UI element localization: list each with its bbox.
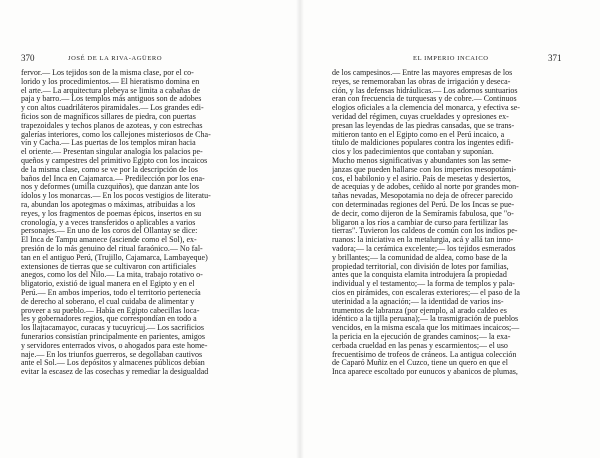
body-text xyxy=(332,69,577,377)
text-line: y brillantes;— la comunidad de aldea, como base de la xyxy=(332,253,508,262)
text-line: ante el Sol.— Los depósitos y almacenes públicos debían xyxy=(21,359,205,368)
text-line: eran con frecuencia de turquesas y de cobre.— Continuos xyxy=(332,95,517,104)
text-line: el arte.— La arquitectura plebeya se limita a cabañas de xyxy=(21,86,201,95)
text-line: vadora;— la cerámica excelente;— los tejidos esmerados xyxy=(332,244,516,253)
text-line: trumentos de labranza (por ejemplo, al arado caldeo es xyxy=(332,306,507,315)
body-text xyxy=(21,69,266,377)
text-line: reyes, y los fragmentos de poemas épicos, insertos en su xyxy=(21,209,202,218)
text-line: proveer a su pueblo.— Había en Egipto cabecillas loca- xyxy=(21,306,200,315)
text-line: presión de lo más genuino del ritual faraónico.— No fal- xyxy=(21,244,203,253)
text-line: de los campesinos.— Entre las mayores empresas de los xyxy=(332,69,513,77)
text-line: nos y deformes (umilla cuzquiños), que danzan ante los xyxy=(21,183,199,192)
text-line: Inca aparece escoltado por eunucos y abanicos de plumas, xyxy=(332,368,518,377)
text-line: queños y campestres del primitivo Egipto con los incaicos xyxy=(21,156,208,165)
text-line: y servidores enterrados vivos, o ahogados para este home- xyxy=(21,341,208,350)
text-line: el oriente.— Presentan singular analogía los palacios pe- xyxy=(21,148,203,157)
text-line: personajes.— En uno de los coros del Ollantay se dice: xyxy=(21,227,198,236)
running-title: JOSÉ DE LA RIVA-AGÜERO xyxy=(68,55,163,62)
text-line: la pericia en la ejecución de grandes caminos;— la exa- xyxy=(332,332,511,341)
text-line: de Caparó Muñiz en el Cuzco, tiene un quero en que el xyxy=(332,359,508,368)
text-line: vencidos, en la misma escala que los mitimaes incaicos;— xyxy=(332,324,520,333)
text-line: cos, el babilonio y el asirio. País de mesetas y desiertos, xyxy=(332,174,511,183)
text-line: Mucho menos significativas y abundantes son las seme- xyxy=(332,156,512,165)
text-line: propiedad territorial, con división de lotes por familias, xyxy=(332,262,509,271)
text-line: cerbada crueldad en las penas y escarmientos;— el uso xyxy=(332,341,508,350)
text-line: cios en pirámides, con escaleras exteriores;— el paso de la xyxy=(332,288,520,297)
text-line: anegos, como los del Nilo.— La mita, trabajo rotativo o- xyxy=(21,271,203,280)
text-line: mitieron tanto en el Egipto como en el Perú incaico, a xyxy=(332,130,505,139)
text-line: ficios son de magníficos sillares de piedra, con puertas xyxy=(21,112,196,121)
text-line: ídolos y los monarcas.— En los pocos vestigios de literatu- xyxy=(21,192,211,201)
text-line: funerarios consistían principalmente en parientes, amigos xyxy=(21,332,205,341)
text-line: título de maldiciones populares contra los ingentes edifi- xyxy=(332,139,514,148)
text-line: los llajtacamayoc, curacas y tucuyricuj.— Los sacrificios xyxy=(21,324,205,333)
text-line: extensiones de tierras que se cultivaron con artificiales xyxy=(21,262,196,271)
page-number: 371 xyxy=(548,53,562,63)
text-line: naje.— En los triunfos guerreros, se degollaban cautivos xyxy=(21,350,203,359)
text-line: cios y los padecimientos que contaban y suponían. xyxy=(332,148,494,157)
text-line: de la misma clase, como se ve por la descripción de los xyxy=(21,165,198,174)
text-line: paja y barro.— Los templos más antiguos son de adobes xyxy=(21,95,202,104)
page-number: 370 xyxy=(21,53,35,63)
text-line: frecuentísimo de trofeos de cráneos. La antigua colección xyxy=(332,350,517,359)
text-line: tierras". Tuvieron los caldeos de común con los indios pe- xyxy=(332,227,518,236)
text-line: lorido y los procedimientos.— El hieratismo domina en xyxy=(21,77,200,86)
text-line: fervor.— Los tejidos son de la misma clase, por el co- xyxy=(21,69,194,77)
text-line: ruanos: la iniciativa en la metalurgia, acá y allá tan inno- xyxy=(332,236,514,245)
text-line: vín y Cacha.— Las puertas de los templos miran hacia xyxy=(21,139,196,148)
text-line: tan en el antiguo Perú, (Trujillo, Cajamarca, Lambayeque) xyxy=(21,253,208,262)
text-line: antes que la conquista elamita introdujera la propiedad xyxy=(332,271,507,280)
text-line: elogios oficiales a la clemencia del monarca, y efectiva se- xyxy=(332,104,520,113)
text-line: individual y el testamento;— la forma de templos y pala- xyxy=(332,280,515,289)
text-line: Perú.— En ambos imperios, todo el territorio pertenecía xyxy=(21,288,201,297)
text-line: ción, y las defensas hidráulicas.— Los adornos suntuarios xyxy=(332,86,518,95)
text-line: evitar la escasez de las cosechas y remediar la desigualdad xyxy=(21,368,209,377)
right-page xyxy=(300,0,600,458)
text-line: trapezoidales y techos planos de azoteas, y con estrechas xyxy=(21,121,203,130)
text-line: de acequias y de adobes, ceñido al norte por grandes mon- xyxy=(332,183,519,192)
text-line: bligatorio, existió de igual manera en el Egipto y en el xyxy=(21,280,195,289)
text-line: baños del Inca en Cajamarca.— Predilección por los ena- xyxy=(21,174,205,183)
text-line: con determinadas regiones del Perú. De los Incas se pue- xyxy=(332,200,515,209)
text-line: ra, abundan los apotegmas o máximas, atribuidas a los xyxy=(21,200,196,209)
text-line: galerías interiores, como los callejones misteriosos de Cha- xyxy=(21,130,211,139)
text-line: janzas que pueden hallarse con los imperios mesopotámi- xyxy=(332,165,517,174)
running-title: EL IMPERIO INCAICO xyxy=(413,55,489,62)
text-line: presan las leyendas de las piedras cansadas, que se trans- xyxy=(332,121,515,130)
text-line: de decir, como dijeron de la Semíramis fabulosa, que "o- xyxy=(332,209,514,218)
text-line: tañas nevadas, Mesopotamia no deja de ofrecer parecido xyxy=(332,192,513,201)
text-line: reyes, se rememoraban las obras de irrigación y deseca- xyxy=(332,77,511,86)
text-line: les y gobernadores regios, que correspondían en todo a xyxy=(21,315,197,324)
text-line: El Inca de Tampu amanece (asciende como el Sol), ex- xyxy=(21,236,197,245)
text-line: bligaron a los ríos a cambiar de curso para fertilizar las xyxy=(332,218,508,227)
text-line: y con altos cuadriláteros piramidales.— Los grandes edi- xyxy=(21,104,204,113)
text-line: de derecho al soberano, el cual cuidaba de alimentar y xyxy=(21,297,195,306)
text-line: cronología, y a veces transferidos o aplicables a varios xyxy=(21,218,196,227)
text-line: idéntico a la tijlla peruana);— la trasmigración de pueblos xyxy=(332,315,519,324)
text-line: uterinidad a la agnación;— la identidad de varios ins- xyxy=(332,297,504,306)
text-line: veridad del régimen, cuyas crueldades y opresiones ex- xyxy=(332,112,509,121)
